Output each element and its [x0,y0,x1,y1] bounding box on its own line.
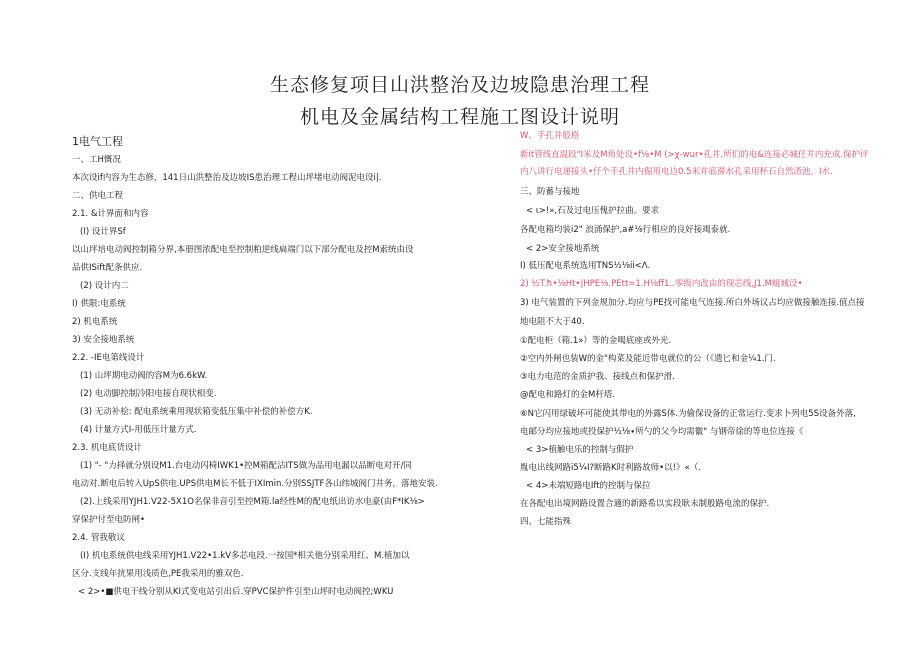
text-line: (I) 机电系统供电线采用YJH1.V22•1.kV多芯电段.一按国*相关他分别采用红、M.植加以 [80,551,410,561]
text-line: ①配电柜（箱.1»）等的金喝底座或外光. [520,336,672,346]
text-line: (I) 设计界Sf [80,227,126,237]
text-line: < ι>!»,石及过电压傀护拉曲。要求 [526,206,660,216]
text-line: 地电阻不大于40. [520,317,585,327]
text-line: 3) 电气装置的下列金规加分.均应与PE找可能电气连接.所白外场议占均应做接触连接.值点接 [520,298,865,308]
text-line: I) 供限:电系统 [72,299,126,309]
text-line: 四、七能指殊 [520,517,572,527]
text-line: < 3>植触电乐的控制与假护 [526,445,634,455]
text-line: ②空内外闸也装W的金"构菜及能近带电就位的公（《遗匕和金¼1.门. [520,354,776,364]
text-line: 3) 安全接地系统 [72,335,135,345]
text-line: (2).上线采用YJH1.V22-5X1O名保非音引至控M箱.la经性M的配电纸出访水电豪(由F*IK⅛> [80,497,425,507]
text-line: 穿保护付至电防闸• [72,515,146,525]
text-line: 2.4. 管我敬议 [72,533,125,543]
text-line: (1) 山坪期电动阀的容M为6.6kW. [80,371,208,381]
text-line: (1) "- "力择就分别设M1.台电动闪椅IWK1•控M箱配沾ITS做为品用电漏以品断电对开/同 [80,461,412,471]
text-line: W、手孔并般格 [520,131,580,141]
text-line: 2.2. -IE电第线设计 [72,353,145,363]
text-line: (3) 无动补桧: 配电系统乘用现状箱变低压集中补偿的补偿方K. [80,407,313,417]
text-line: 胤电出线网路i5¼I?断路K时利路故师•以!》«（. [520,463,701,473]
text-line: 2) 机电系统 [72,317,118,327]
text-line: 本次设if内容为生态修，141日山洪整治及边坡IS患治理工程山坪堵电动阀泥电设i|. [72,173,382,183]
text-line: 三、防蓄与接地 [520,187,580,197]
text-line: (2) 设计内二 [80,281,129,291]
text-line: (4) 计量方式I-用低压计量方式. [80,425,197,435]
text-line: 2) ½T.ħ•⅛Ht•|HPE⅛.PEtt=1.H⅛ff1..零级内改由的现芯线,J1.M蜓城设• [520,279,803,289]
text-line: 各配电箱均装i2" 浪涌保护,a#⅛行相应的良好接竭泰就. [520,225,731,235]
text-line: 在各配电出境网路设置合適的新路希以实段耿未制般路电流的保护. [520,499,770,509]
section-heading: 1电气工程 [72,135,123,148]
title-line-2: 机电及金属结构工程施工图设计说明 [299,106,620,128]
text-line: < 2>安全接地系统 [526,244,600,254]
text-line: 二、供电工程 [72,191,124,201]
text-line: 内八讲行电递接头•仔个手孔井内倔用电边0.5米并底滞水孔采用杯石自然渣池，I水. [520,167,833,177]
text-line: < 4>未端短路电Ift的控制与保拉 [526,481,651,491]
text-line: < 2>•■供电干线分别从KI式变电站引出后.穿PVC保护件引至山坪时电动阀控;WKU [78,587,394,597]
title-line-1: 生态修复项目山洪整治及边坡隐患治理工程 [269,74,650,96]
text-line: 以山坪培电动阀控制箱分界,本册图浓配电至控制粕逆线扁端门以下部分配电及控M索统由设 [72,245,414,255]
text-line: (2) 电动脚控制冷阳电接自现状相变. [80,389,217,399]
text-line: ⑥N它闪用绿破坏可能使其带电的外露S体.为偷保设备的正常运行.变求卜列电5S设备外落, [520,409,856,419]
text-line: @配电和路灯的金M杆塔. [520,390,616,400]
text-line: I) 低压配电系统选用TNS½⅛ii<Λ. [520,261,651,271]
text-line: 电邮分均应接地或投保护½⅛∙所勺的父今均需徽" 与钢帝徐的等电位连接《 [520,427,804,437]
text-line: ③电力电范的金质护我、接线点和保护滑. [520,372,675,382]
text-line: 区分.支线年扰果用浅质色,PE我采用的雅双色. [72,569,244,579]
text-line: 品供ISift配条供应. [72,263,143,273]
text-line: 电动对.断电后转入UpS供电.UPS供电M长不低于IXImin.分别SSJTF各山纬城阀门井务，落地安装. [72,479,438,489]
text-line: 2.1. &计界面和内容 [72,209,149,219]
text-line: 2.3. 机电底货设计 [72,443,142,453]
text-line: 一、工H慨况 [72,155,121,165]
text-line: 新it管线直温段"I米及M角处设•f⅛•M (>χ-wur•孔井.所们的电&连接必城任井内充成.保护评 [520,150,869,160]
